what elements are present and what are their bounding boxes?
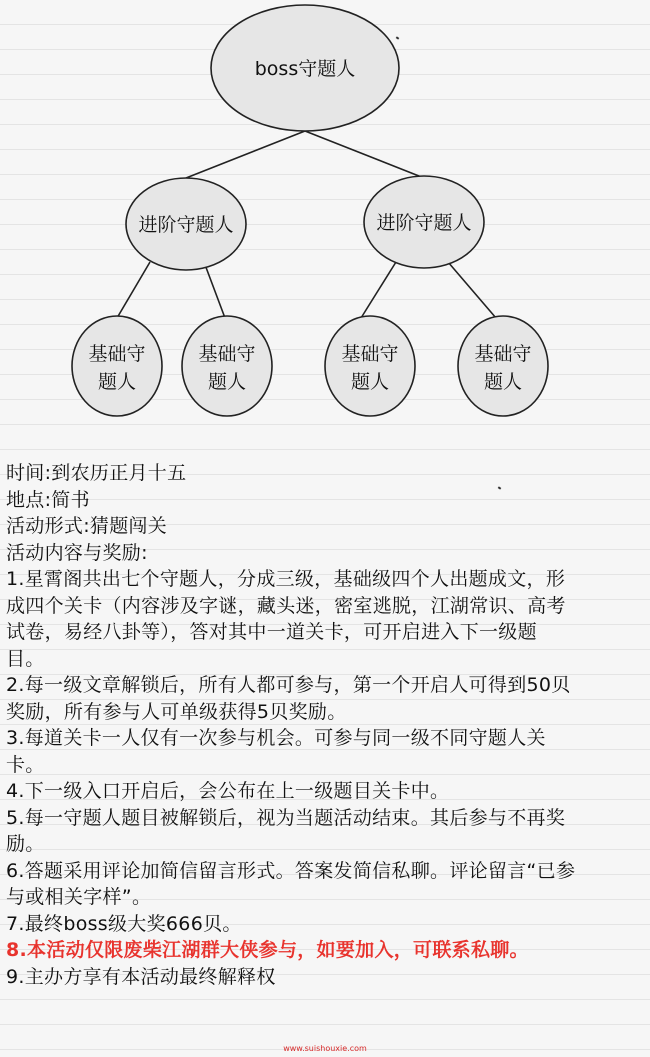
level3-node-1 xyxy=(72,316,162,416)
root-node xyxy=(211,5,399,131)
level2-node-left xyxy=(126,178,246,270)
text-line: 奖励，所有参与人可单级获得5贝奖励。 xyxy=(6,700,347,723)
text-line: 活动内容与奖励: xyxy=(6,541,148,564)
text-line: 1.星霄阁共出七个守题人，分成三级，基础级四个人出题成文，形 xyxy=(6,568,566,590)
text-line: 4.下一级入口开启后，会公布在上一级题目关卡中。 xyxy=(6,780,450,802)
text-line: 6.答题采用评论加简信留言形式。答案发简信私聊。评论留言“已参 xyxy=(6,859,576,882)
level3-node-2 xyxy=(182,316,272,416)
level3-node-3-shape xyxy=(325,316,415,416)
text-line: 卡。 xyxy=(6,753,45,776)
text-line: 成四个关卡（内容涉及字谜，藏头迷，密室逃脱，江湖常识、高考 xyxy=(6,594,566,617)
level3-node-4 xyxy=(458,316,548,416)
level3-node-3-label-line1: 基础守 xyxy=(341,343,399,365)
level3-node-4-label-line1: 基础守 xyxy=(474,343,532,365)
level3-node-2-shape xyxy=(182,316,272,416)
text-line: 7.最终boss级大奖666贝。 xyxy=(6,912,242,935)
level3-node-1-label-line1: 基础守 xyxy=(88,343,146,365)
text-line: 与或相关字样”。 xyxy=(6,886,152,908)
level3-node-3-label-line2: 题人 xyxy=(350,371,390,393)
text-line: 目。 xyxy=(6,647,45,670)
level3-node-2-label-line2: 题人 xyxy=(207,371,247,393)
text-line: 地点:简书 xyxy=(6,488,90,511)
text-line: 试卷，易经八卦等），答对其中一道关卡，可开启进入下一级题 xyxy=(6,621,537,643)
activity-rules-text xyxy=(6,460,642,990)
level2-node-left-label: 进阶守题人 xyxy=(138,214,234,236)
text-line: 2.每一级文章解锁后，所有人都可参与，第一个开启人可得到50贝 xyxy=(6,674,571,696)
text-line: 9.主办方享有本活动最终解释权 xyxy=(6,965,276,988)
hierarchy-tree-diagram xyxy=(0,0,650,440)
text-line: 3.每道关卡一人仅有一次参与机会。可参与同一级不同守题人关 xyxy=(6,727,546,749)
level2-node-right xyxy=(364,176,484,268)
level3-node-1-label-line2: 题人 xyxy=(97,371,137,393)
text-line: 活动形式:猜题闯关 xyxy=(6,515,168,537)
level3-node-4-label-line2: 题人 xyxy=(483,371,523,393)
edge-left-a xyxy=(117,262,150,318)
level3-node-3 xyxy=(325,316,415,416)
text-line: 5.每一守题人题目被解锁后，视为当题活动结束。其后参与不再奖 xyxy=(6,806,566,829)
level2-node-right-label: 进阶守题人 xyxy=(376,212,472,234)
level3-node-1-shape xyxy=(72,316,162,416)
edge-right-a xyxy=(361,262,396,318)
edge-left-b xyxy=(204,262,225,318)
text-line: 励。 xyxy=(6,833,45,855)
text-line-highlighted: 8.本活动仅限废柴江湖群大侠参与，如要加入，可联系私聊。 xyxy=(6,939,529,961)
edge-root-left xyxy=(186,131,305,178)
edge-right-b xyxy=(448,262,496,318)
root-node-label: boss守题人 xyxy=(254,58,356,80)
level3-node-2-label-line1: 基础守 xyxy=(198,343,256,365)
edge-root-right xyxy=(305,131,424,178)
watermark: www.suishouxie.com xyxy=(283,1044,367,1053)
text-line: 时间:到农历正月十五 xyxy=(6,462,187,484)
level3-node-4-shape xyxy=(458,316,548,416)
